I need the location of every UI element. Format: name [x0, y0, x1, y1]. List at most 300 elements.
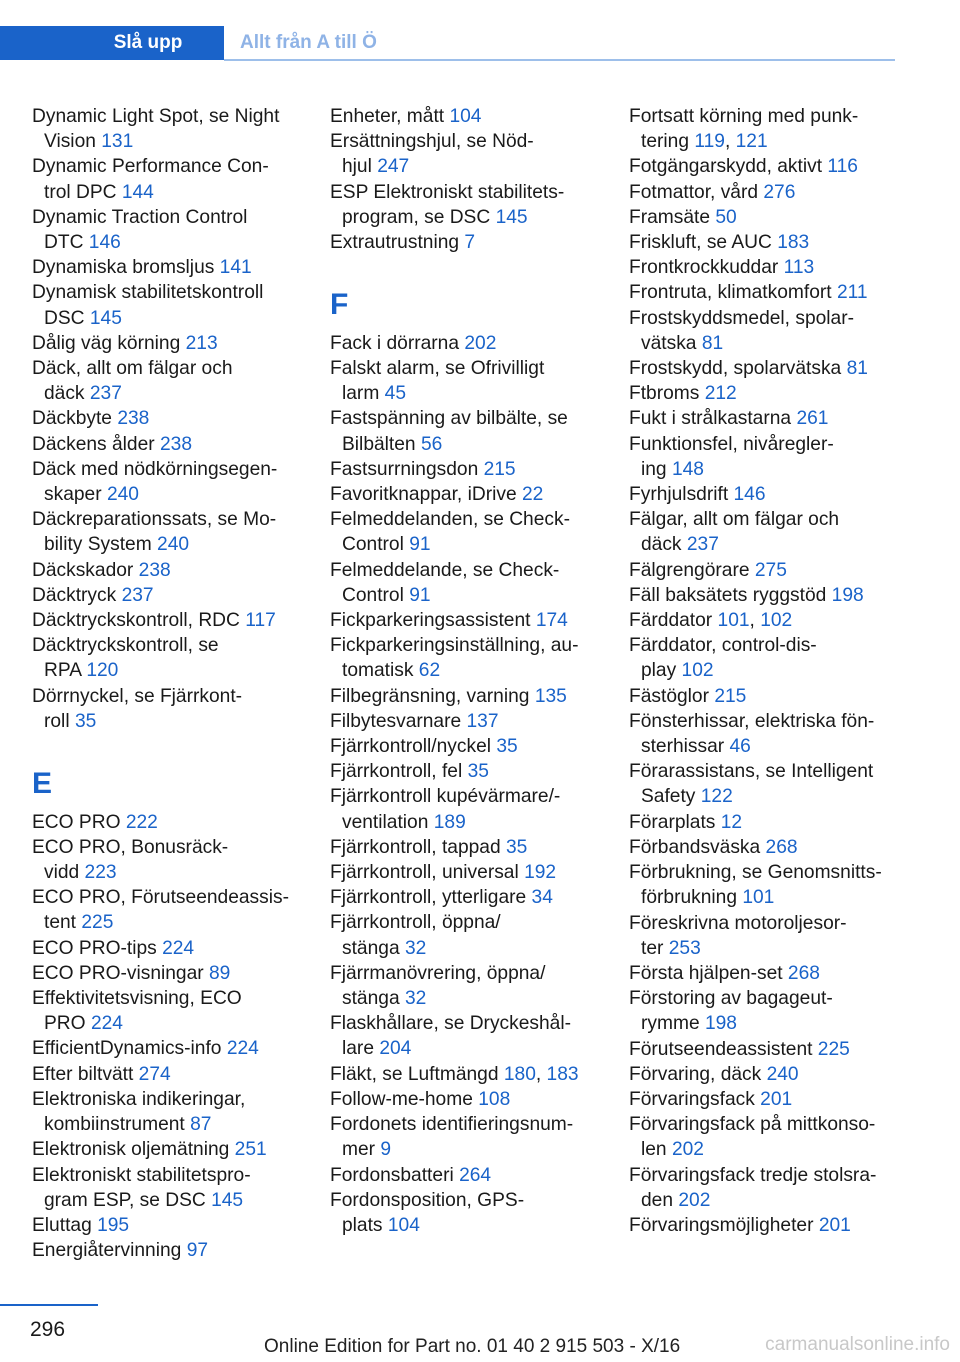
index-entry — [629, 1062, 929, 1087]
page-link[interactable]: 183 — [777, 232, 810, 254]
index-entry — [330, 1163, 630, 1188]
page-link[interactable]: 22 — [521, 484, 544, 506]
index-entry — [32, 608, 332, 633]
entry-term: Ftbroms — [629, 383, 700, 405]
index-entry — [330, 885, 630, 910]
index-entry — [629, 381, 929, 406]
entry-term: Förbrukning, se Genomsnitts- — [629, 862, 882, 884]
entry-term: Frostskyddsmedel, spolar- — [629, 307, 854, 329]
entry-term: Förvaringsfack på mittkonso- — [629, 1114, 876, 1136]
entry-term: sterhissar — [641, 736, 725, 758]
index-entry — [629, 633, 929, 683]
page-link[interactable]: 35 — [467, 761, 489, 783]
index-entry — [330, 356, 630, 406]
entry-term: Elektroniska indikeringar, — [32, 1088, 246, 1110]
entry-term: skaper — [44, 484, 102, 506]
page-link[interactable]: 135 — [534, 685, 567, 707]
entry-term: ESP Elektroniskt stabilitets- — [330, 181, 565, 203]
page-link[interactable]: 192 — [524, 862, 557, 884]
page-link[interactable]: 198 — [831, 584, 864, 606]
page-link[interactable]: 145 — [211, 1189, 244, 1211]
entry-term: Fälgrengörare — [629, 559, 750, 581]
index-entry — [32, 154, 332, 204]
page-link[interactable]: 183 — [546, 1063, 579, 1085]
entry-term: däck — [44, 383, 85, 405]
index-entry — [629, 230, 929, 255]
entry-term: Flaskhållare, se Dryckeshål- — [330, 1013, 571, 1035]
page-link[interactable]: 35 — [74, 710, 97, 732]
page-link[interactable]: 211 — [836, 282, 868, 304]
page-link[interactable]: 32 — [404, 988, 427, 1010]
entry-term: Fönsterhissar, elektriska fön- — [629, 710, 875, 732]
entry-term: Däckens ålder — [32, 433, 155, 455]
index-entry — [32, 583, 332, 608]
entry-term: Favoritknappar, iDrive — [330, 484, 517, 506]
page-link[interactable]: 237 — [121, 584, 154, 606]
index-entry — [629, 306, 929, 356]
index-entry — [629, 255, 929, 280]
page-link[interactable]: 121 — [735, 131, 768, 153]
index-entry — [629, 583, 929, 608]
entry-term: Fickparkeringsassistent — [330, 610, 531, 632]
page-link[interactable]: 146 — [733, 484, 766, 506]
page-link[interactable]: 101 — [717, 610, 750, 632]
page-link[interactable]: 261 — [796, 408, 829, 430]
footer-divider — [0, 1304, 98, 1306]
page-link[interactable]: 251 — [234, 1139, 267, 1161]
entry-term: vidd — [44, 862, 80, 884]
tab-a-to-z[interactable]: Allt från A till Ö — [240, 32, 377, 53]
section-gap — [32, 734, 332, 759]
page-link[interactable]: 101 — [742, 887, 775, 909]
index-entry — [629, 759, 929, 809]
entry-term: Felmeddelande, se Check- — [330, 559, 560, 581]
page-link[interactable]: 225 — [817, 1038, 850, 1060]
page-link[interactable]: 275 — [754, 559, 787, 581]
entry-term: den — [641, 1189, 674, 1211]
index-entry — [629, 1037, 929, 1062]
entry-term: Eluttag — [32, 1214, 92, 1236]
entry-term: Förarplats — [629, 811, 716, 833]
page-link[interactable]: 268 — [765, 836, 798, 858]
page-link[interactable]: 224 — [90, 1013, 123, 1035]
index-entry — [629, 406, 929, 431]
index-entry — [32, 684, 332, 734]
entry-term: Fjärrkontroll, fel — [330, 761, 463, 783]
entry-term: Fästöglor — [629, 685, 709, 707]
entry-term: bility System — [44, 534, 152, 556]
index-entry — [629, 1213, 929, 1238]
index-entry — [330, 709, 630, 734]
page-link[interactable]: 102 — [760, 610, 793, 632]
page-number: 296 — [30, 1318, 66, 1341]
index-entry — [32, 432, 332, 457]
page-link[interactable]: 116 — [827, 156, 858, 178]
index-entry — [32, 406, 332, 431]
entry-term: Bilbälten — [342, 433, 416, 455]
index-entry — [330, 482, 630, 507]
entry-term: program, se DSC — [342, 206, 491, 228]
entry-term: Frostskydd, spolarvätska — [629, 358, 842, 380]
index-entry — [330, 961, 630, 1011]
entry-term: lare — [342, 1038, 374, 1060]
index-entry — [32, 633, 332, 683]
index-entry — [629, 709, 929, 759]
index-entry — [32, 104, 332, 154]
index-entry — [32, 810, 332, 835]
page-link[interactable]: 89 — [209, 962, 231, 984]
page-link[interactable]: 202 — [671, 1139, 704, 1161]
entry-term: Fack i dörrarna — [330, 332, 460, 354]
entry-term: Fjärrkontroll kupévärmare/- — [330, 786, 561, 808]
page-link[interactable]: 222 — [125, 811, 158, 833]
page-link[interactable]: 225 — [81, 912, 114, 934]
entry-term: Förvaringsmöjligheter — [629, 1214, 814, 1236]
page-link[interactable]: 264 — [459, 1164, 492, 1186]
index-entry — [32, 205, 332, 255]
entry-term: Fyrhjulsdrift — [629, 484, 729, 506]
entry-term: Däckskador — [32, 559, 134, 581]
page-link[interactable]: 97 — [186, 1240, 209, 1262]
entry-term: kombiinstrument — [44, 1114, 185, 1136]
index-entry — [330, 180, 630, 230]
index-entry — [330, 1087, 630, 1112]
index-entry — [32, 331, 332, 356]
page-link[interactable]: 174 — [535, 610, 568, 632]
index-entry — [629, 860, 929, 910]
entry-term: Fortsatt körning med punk- — [629, 106, 859, 127]
entry-term: ECO PRO, Förutseendeassis- — [32, 887, 289, 909]
watermark: carmanualsonline.info — [765, 1334, 950, 1355]
page-link[interactable]: 180 — [503, 1063, 536, 1085]
entry-term: PRO — [44, 1013, 86, 1035]
entry-term: Förutseendeassistent — [629, 1038, 813, 1060]
entry-term: ventilation — [342, 811, 429, 833]
page-link[interactable]: 131 — [101, 131, 134, 153]
index-entry — [330, 633, 630, 683]
entry-term: ECO PRO-visningar — [32, 962, 204, 984]
entry-term: Fjärrkontroll, tappad — [330, 836, 501, 858]
entry-term: Däck, allt om fälgar och — [32, 358, 233, 380]
entry-term: Follow-me-home — [330, 1088, 473, 1110]
index-entry — [330, 784, 630, 834]
entry-term: Vision — [44, 131, 96, 153]
page-link[interactable]: 274 — [138, 1063, 171, 1085]
entry-term: Dynamic Performance Con- — [32, 156, 269, 178]
entry-term: Fotgängarskydd, aktivt — [629, 156, 823, 178]
entry-term: förbrukning — [641, 887, 737, 909]
entry-term: Däcktryckskontroll, se — [32, 635, 219, 657]
index-entry — [32, 936, 332, 961]
index-entry: Fläkt, se Luftmängd 180, 183 — [330, 1063, 579, 1085]
entry-term: tent — [44, 912, 77, 934]
page-link[interactable]: 117 — [245, 610, 276, 632]
entry-term: Fastsurrningsdon — [330, 458, 479, 480]
entry-term: Dynamic Traction Control — [32, 206, 248, 228]
entry-term: Fälgar, allt om fälgar och — [629, 509, 840, 531]
entry-term: Effektivitetsvisning, ECO — [32, 988, 242, 1010]
page-link[interactable]: 108 — [478, 1088, 511, 1110]
page-link[interactable]: 9 — [380, 1139, 392, 1161]
page-link[interactable]: 91 — [409, 584, 431, 606]
entry-term: EfficientDynamics-info — [32, 1038, 222, 1060]
entry-term: Dynamiska bromsljus — [32, 257, 215, 279]
index-entry — [629, 961, 929, 986]
page-link[interactable]: 141 — [219, 257, 252, 279]
index-entry — [330, 331, 630, 356]
page-link[interactable]: 215 — [483, 458, 516, 480]
index-entry — [330, 507, 630, 557]
entry-term: Förvaringsfack tredje stolsra- — [629, 1164, 877, 1186]
entry-term: tering — [641, 131, 689, 153]
page-link[interactable]: 247 — [377, 156, 410, 178]
entry-term: hjul — [342, 156, 372, 178]
index-entry — [32, 255, 332, 280]
page-link[interactable]: 204 — [379, 1038, 412, 1060]
index-entry — [629, 558, 929, 583]
page-link[interactable]: 102 — [681, 660, 714, 682]
page-link[interactable]: 81 — [701, 332, 724, 354]
entry-term: ing — [641, 458, 667, 480]
entry-term: rymme — [641, 1013, 700, 1035]
page-link[interactable]: 146 — [88, 232, 121, 254]
index-entry — [330, 457, 630, 482]
page-link[interactable]: 113 — [783, 257, 815, 279]
entry-term: Funktionsfel, nivåregler- — [629, 433, 834, 455]
page-link[interactable]: 195 — [97, 1214, 130, 1236]
entry-term: ter — [641, 937, 664, 959]
entry-term: Däck med nödkörningsegen- — [32, 458, 278, 480]
section-letter: E — [32, 767, 53, 801]
page-link[interactable]: 201 — [760, 1088, 793, 1110]
entry-term: Fastspänning av bilbälte, se — [330, 408, 568, 430]
index-entry — [629, 835, 929, 860]
entry-term: Control — [342, 534, 404, 556]
tab-look-up[interactable]: Slå upp — [0, 26, 224, 60]
entry-term: vätska — [641, 332, 697, 354]
index-entry — [629, 1163, 929, 1213]
entry-term: Efter biltvätt — [32, 1063, 134, 1085]
page-link[interactable]: 237 — [686, 534, 719, 556]
entry-term: Energiåtervinning — [32, 1240, 182, 1262]
page-link[interactable]: 238 — [138, 559, 171, 581]
section-gap — [330, 255, 630, 280]
index-entry — [629, 356, 929, 381]
page-link[interactable]: 144 — [121, 181, 154, 203]
index-entry — [32, 986, 332, 1036]
entry-term: Fjärrmanövrering, öppna/ — [330, 962, 546, 984]
entry-term: ECO PRO — [32, 811, 121, 833]
entry-term: Fukt i strålkastarna — [629, 408, 792, 430]
page-link[interactable]: 212 — [704, 383, 737, 405]
entry-term: Färddator — [629, 610, 713, 632]
entry-term: Filbegränsning, varning — [330, 685, 530, 707]
page-link[interactable]: 253 — [668, 937, 701, 959]
page-link[interactable]: 35 — [505, 836, 528, 858]
entry-term: Felmeddelanden, se Check- — [330, 509, 570, 531]
page-link[interactable]: 224 — [226, 1038, 259, 1060]
page-link[interactable]: 12 — [720, 811, 743, 833]
entry-term: Fjärrkontroll, öppna/ — [330, 912, 501, 934]
index-entry — [629, 810, 929, 835]
index-entry — [629, 684, 929, 709]
index-entry — [32, 1238, 332, 1263]
index-entry — [330, 129, 630, 179]
page-link[interactable]: 198 — [704, 1013, 737, 1035]
page-link[interactable]: 213 — [185, 332, 218, 354]
entry-term: Elektronisk oljemätning — [32, 1139, 230, 1161]
entry-term: Dörrnyckel, se Fjärrkont- — [32, 685, 243, 707]
page-link[interactable]: 32 — [404, 937, 427, 959]
page-link[interactable]: 137 — [466, 710, 499, 732]
entry-term: Frontkrockkuddar — [629, 257, 779, 279]
entry-term: Föreskrivna motoroljesor- — [629, 912, 847, 934]
index-entry — [32, 1213, 332, 1238]
page-link[interactable]: 201 — [818, 1214, 851, 1236]
index-entry: Färddator 101, 102 — [629, 610, 793, 632]
page-link[interactable]: 45 — [384, 383, 406, 405]
index-entry — [330, 734, 630, 759]
page-link[interactable]: 148 — [671, 458, 704, 480]
page-link[interactable]: 62 — [418, 660, 441, 682]
entry-term: len — [641, 1139, 667, 1161]
entry-term: Friskluft, se AUC — [629, 232, 772, 254]
entry-term: Fjärrkontroll, ytterligare — [330, 887, 527, 909]
page-link[interactable]: 237 — [89, 383, 122, 405]
entry-term: Filbytesvarnare — [330, 710, 462, 732]
page-link[interactable]: 104 — [387, 1214, 420, 1236]
entry-term: Förvaring, däck — [629, 1063, 762, 1085]
entry-term: Framsäte — [629, 206, 711, 228]
page-link[interactable]: 224 — [162, 937, 195, 959]
page-link[interactable]: 46 — [729, 736, 751, 758]
page-link[interactable]: 189 — [433, 811, 466, 833]
entry-term: Däckbyte — [32, 408, 112, 430]
index-entry — [32, 1163, 332, 1213]
index-entry — [330, 759, 630, 784]
page-link[interactable]: 223 — [84, 862, 117, 884]
index-entry — [629, 1112, 929, 1162]
entry-term: Control — [342, 584, 404, 606]
entry-term: Fjärrkontroll, universal — [330, 862, 519, 884]
index-entry — [32, 885, 332, 935]
entry-term: Dålig väg körning — [32, 332, 181, 354]
entry-term: tomatisk — [342, 660, 414, 682]
index-entry — [629, 911, 929, 961]
index-entry — [629, 507, 929, 557]
index-entry — [32, 280, 332, 330]
entry-term: ECO PRO, Bonusräck- — [32, 836, 229, 858]
index-entry — [629, 986, 929, 1036]
page-link[interactable]: 238 — [117, 408, 150, 430]
page-link[interactable]: 35 — [496, 736, 518, 758]
index-entry — [330, 230, 630, 255]
entry-term: Fordonsbatteri — [330, 1164, 454, 1186]
index-entry — [330, 1011, 630, 1061]
entry-term: däck — [641, 534, 682, 556]
index-entry — [330, 835, 630, 860]
index-entry: Fortsatt körning med punk- tering 119, 121 — [629, 106, 859, 153]
page-link[interactable]: 87 — [190, 1114, 212, 1136]
entry-term: trol DPC — [44, 181, 117, 203]
page-link[interactable]: 122 — [700, 786, 733, 808]
entry-term: Dynamic Light Spot, se Night — [32, 106, 280, 127]
entry-term: gram ESP, se DSC — [44, 1189, 206, 1211]
page-link[interactable]: 240 — [766, 1063, 799, 1085]
index-entry — [330, 1188, 630, 1238]
entry-term: Fäll baksätets ryggstöd — [629, 584, 827, 606]
entry-term: stänga — [342, 988, 400, 1010]
page-link[interactable]: 56 — [420, 433, 443, 455]
index-entry — [629, 482, 929, 507]
entry-term: stänga — [342, 937, 400, 959]
entry-term: Fordonets identifieringsnum- — [330, 1114, 574, 1136]
page-link[interactable]: 276 — [763, 181, 796, 203]
page-link[interactable]: 120 — [86, 660, 119, 682]
page-link[interactable]: 268 — [787, 962, 820, 984]
entry-term: DSC — [44, 307, 85, 329]
page-link[interactable]: 202 — [464, 332, 497, 354]
page-link[interactable]: 91 — [409, 534, 431, 556]
index-entry — [629, 205, 929, 230]
index-entry — [629, 432, 929, 482]
entry-term: RPA — [44, 660, 81, 682]
entry-term: Förvaringsfack — [629, 1088, 755, 1110]
entry-term: Elektroniskt stabilitetspro- — [32, 1164, 251, 1186]
page-link[interactable]: 50 — [715, 206, 737, 228]
page-link[interactable]: 145 — [89, 307, 122, 329]
entry-term: Enheter, mått — [330, 106, 445, 127]
page-link[interactable]: 145 — [495, 206, 528, 228]
page-link[interactable]: 238 — [160, 433, 193, 455]
entry-term: Däckreparationssats, se Mo- — [32, 509, 277, 531]
page-link[interactable]: 215 — [714, 685, 747, 707]
index-entry — [32, 507, 332, 557]
index-entry — [629, 280, 929, 305]
index-entry — [330, 910, 630, 960]
entry-term: Färddator, control-dis- — [629, 635, 817, 657]
index-column-3 — [629, 104, 929, 1238]
entry-term: Dynamisk stabilitetskontroll — [32, 282, 264, 304]
index-entry — [32, 1087, 332, 1137]
page-link[interactable]: 7 — [464, 232, 476, 254]
entry-term: Extrautrustning — [330, 232, 460, 254]
entry-term: Frontruta, klimatkomfort — [629, 282, 832, 304]
entry-term: roll — [44, 710, 70, 732]
page-link[interactable]: 81 — [846, 358, 868, 380]
index-entry — [32, 961, 332, 986]
page-link[interactable]: 240 — [106, 484, 139, 506]
entry-term: Förbandsväska — [629, 836, 761, 858]
page-link[interactable]: 240 — [157, 534, 190, 556]
page-link[interactable]: 202 — [678, 1189, 711, 1211]
page-link[interactable]: 34 — [531, 887, 553, 909]
page-link[interactable]: 104 — [449, 106, 482, 127]
index-entry — [32, 1137, 332, 1162]
entry-term: Fordonsposition, GPS- — [330, 1189, 525, 1211]
section-letter: F — [330, 288, 349, 322]
index-entry — [629, 1087, 929, 1112]
entry-term: plats — [342, 1214, 383, 1236]
entry-term: Safety — [641, 786, 696, 808]
header-divider — [224, 59, 895, 61]
index-entry — [32, 356, 332, 406]
edition-info: Online Edition for Part no. 01 40 2 915 503 - X/16 — [264, 1336, 681, 1357]
index-entry — [330, 684, 630, 709]
page-link[interactable]: 119 — [694, 131, 725, 153]
entry-term: mer — [342, 1139, 376, 1161]
index-entry — [629, 180, 929, 205]
